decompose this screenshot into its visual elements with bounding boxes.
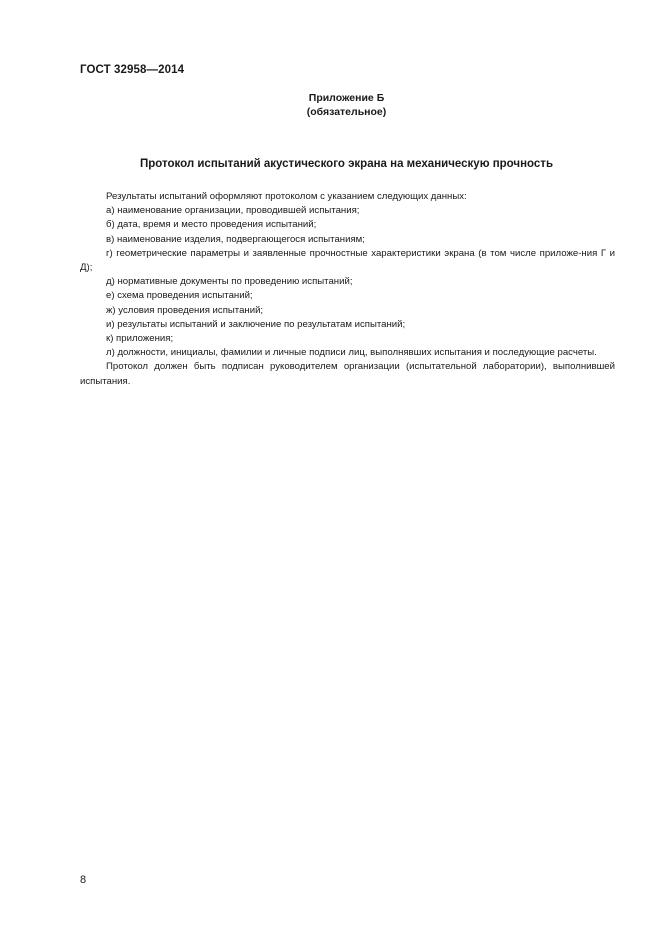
list-item: д) нормативные документы по проведению испытаний; (106, 276, 353, 288)
closing-paragraph: Протокол должен быть подписан руководителем организации (испытательной лаборатории), выполнившей испытания. (80, 361, 615, 387)
list-item: и) результаты испытаний и заключение по результатам испытаний; (106, 318, 406, 330)
document-title: Протокол испытаний акустического экрана на механическую прочность (139, 158, 554, 170)
standard-code-header: ГОСТ 32958—2014 (80, 64, 185, 76)
list-item: ж) условия проведения испытаний; (106, 304, 264, 316)
list-item: г) геометрические параметры и заявленные прочностные характеристики экрана (в том числе приложе-ния Г и Д); (80, 247, 615, 274)
list-item: л) должности, инициалы, фамилии и личные подписи лиц, выполнявших испытания и последующие расчеты. (106, 347, 597, 359)
document-body (80, 190, 615, 389)
list-item: е) схема проведения испытаний; (106, 290, 253, 302)
appendix-type: (обязательное) (306, 106, 387, 118)
list-item: к) приложения; (106, 333, 174, 345)
appendix-title: Приложение Б (308, 92, 385, 104)
page-number: 8 (80, 874, 87, 886)
list-item: а) наименование организации, проводившей испытания; (106, 205, 360, 217)
list-item: в) наименование изделия, подвергающегося испытаниям; (106, 233, 365, 245)
list-item: б) дата, время и место проведения испытаний; (106, 219, 317, 231)
intro-paragraph: Результаты испытаний оформляют протоколом с указанием следующих данных: (106, 191, 467, 202)
